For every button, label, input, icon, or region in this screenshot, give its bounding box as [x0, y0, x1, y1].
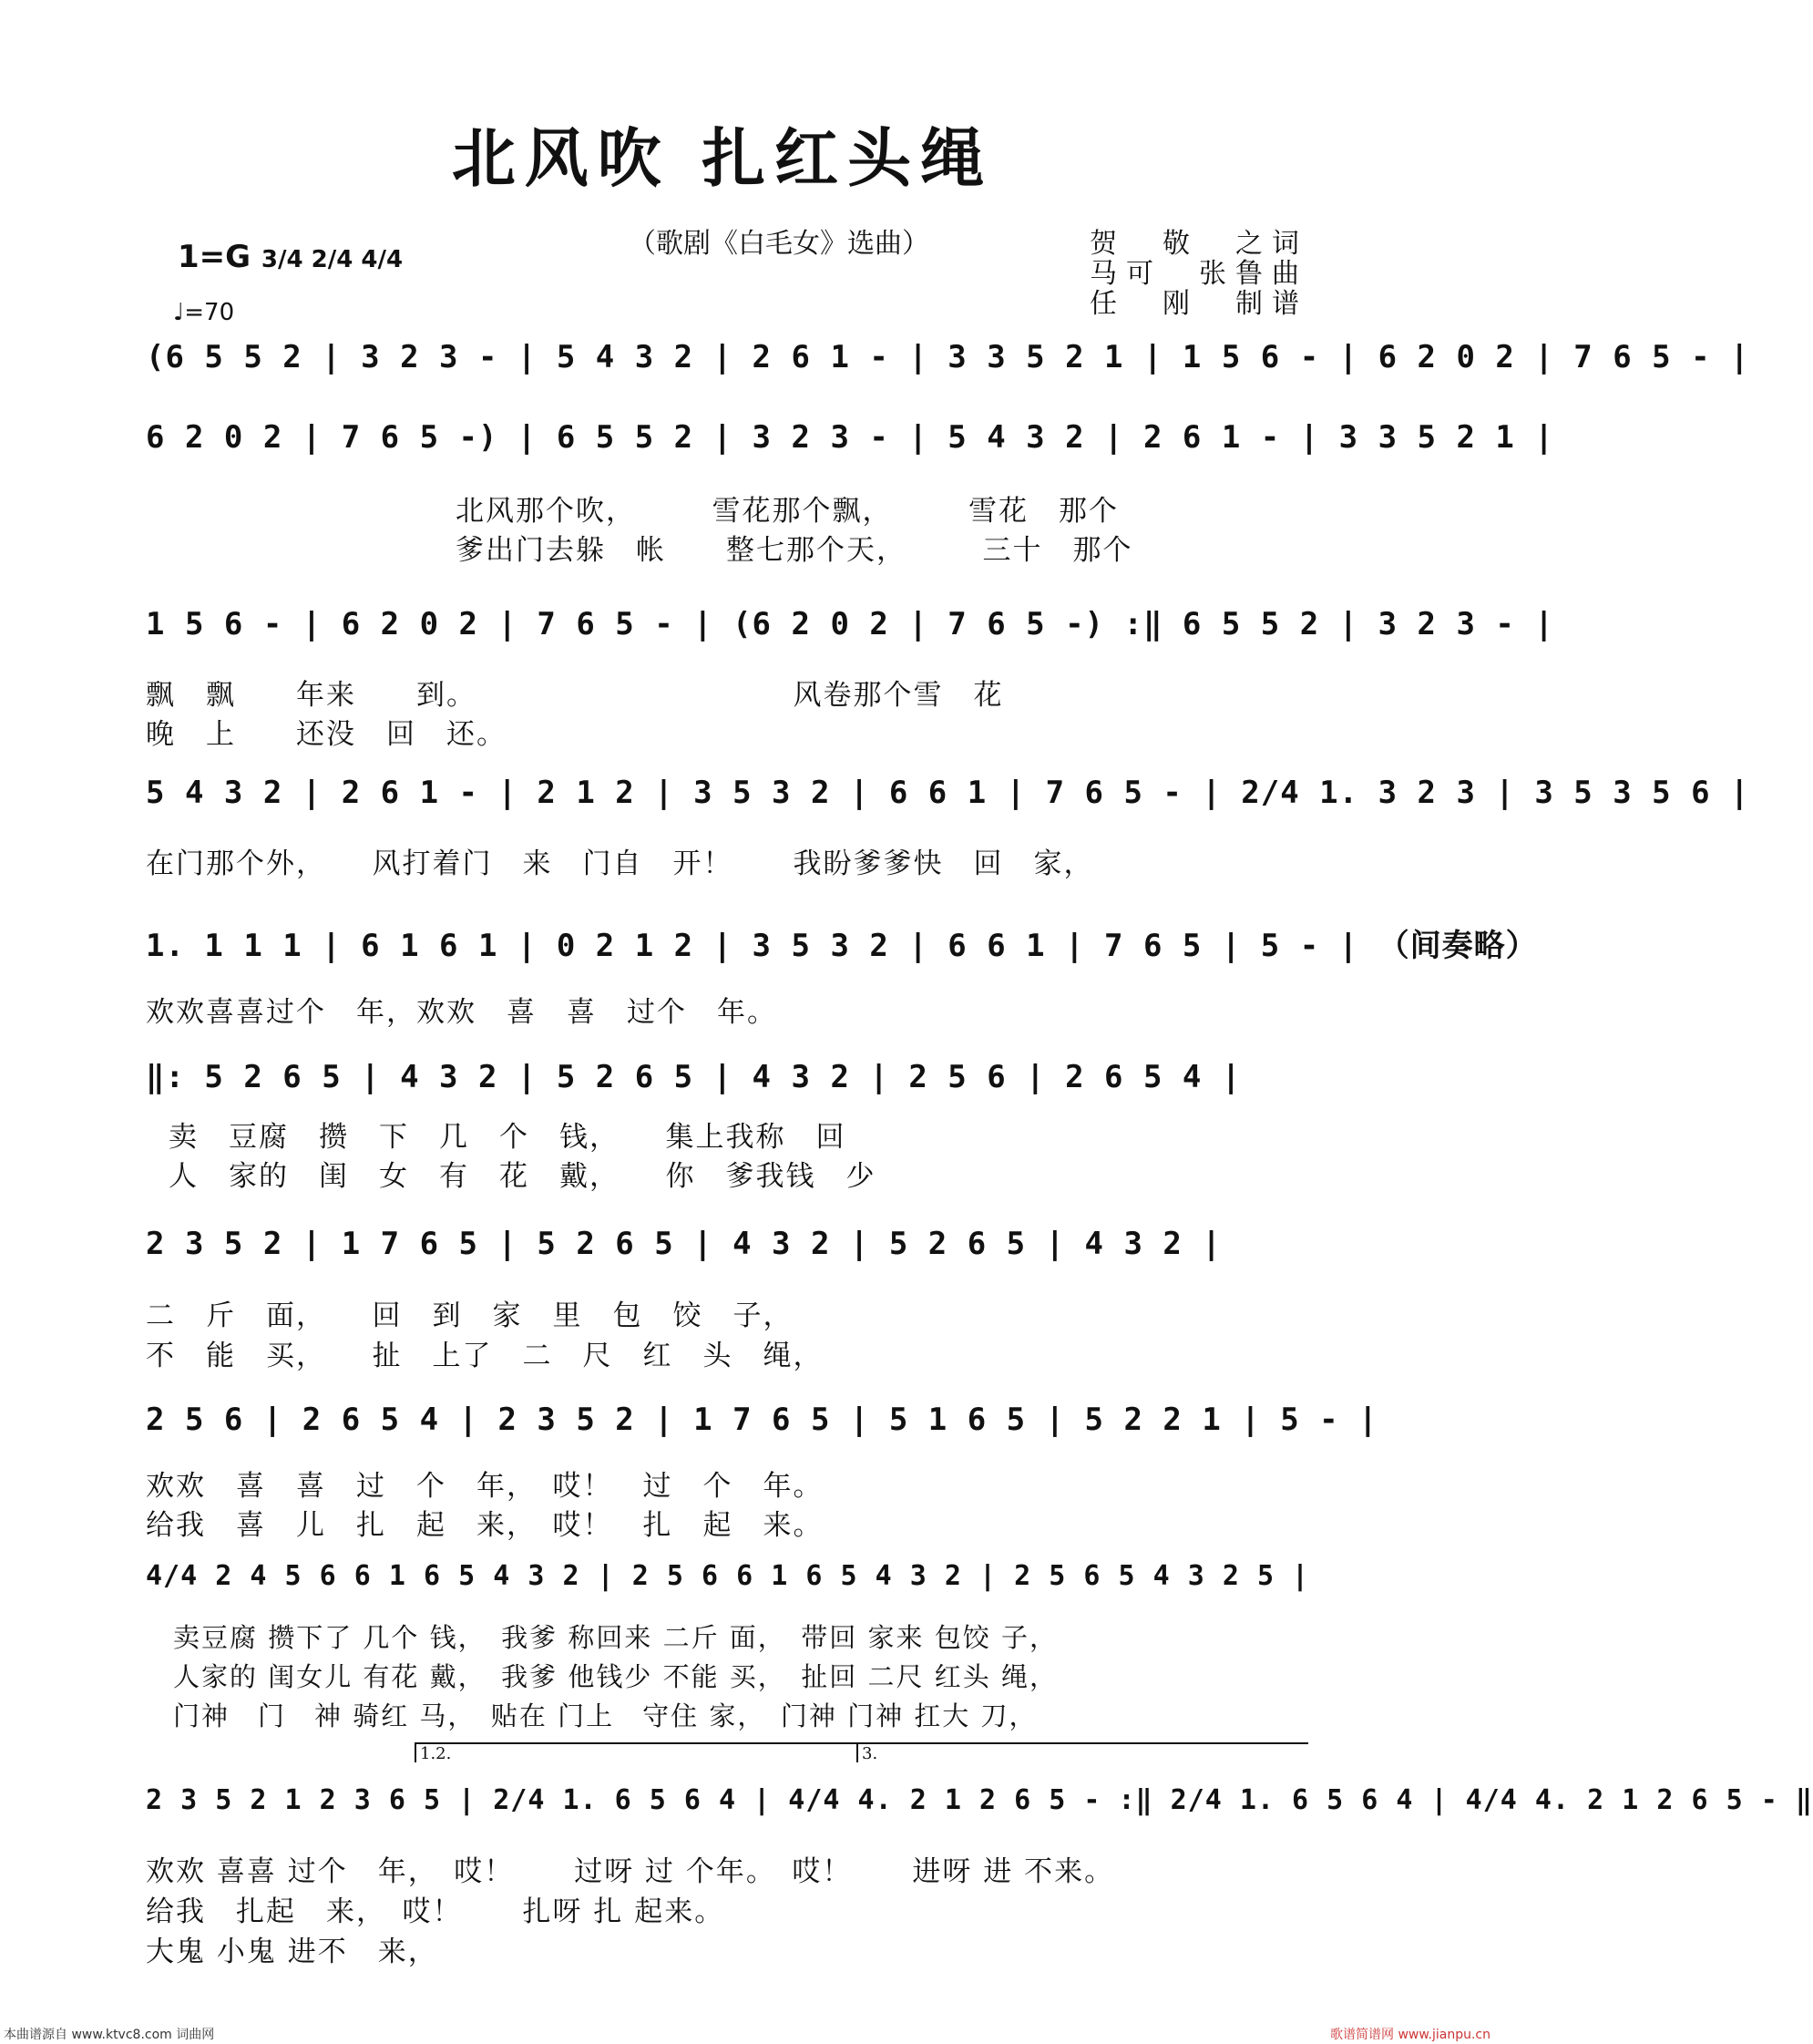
volta-second-ending: 3.	[856, 1742, 1308, 1762]
credit-lyricist: 贺 敬 之词	[1090, 228, 1308, 260]
lyrics-line: 在门那个外， 风打着门 来 门自 开！ 我盼爹爹快 回 家，	[146, 847, 1094, 880]
lyrics-line: 大鬼 小鬼 进不 来，	[146, 1936, 438, 1968]
score-system-1: (6 5 5 2 | 3 2 3 - | 5 4 3 2 | 2 6 1 - | 3 3 5 2 1 | 1 5 6 - | 6 2 0 2 | 7 6 5 - |	[146, 339, 1750, 375]
score-system-7: 2 3 5 2 | 1 7 6 5 | 5 2 6 5 | 4 3 2 | 5 2 6 5 | 4 3 2 |	[146, 1226, 1222, 1262]
lyrics-line: 爹出门去躲 帐 整七那个天， 三十 那个	[456, 534, 1133, 567]
subtitle: （歌剧《白毛女》选曲）	[629, 228, 929, 260]
score-system-6: ‖: 5 2 6 5 | 4 3 2 | 5 2 6 5 | 4 3 2 | 2 5 6 | 2 6 5 4 |	[146, 1059, 1242, 1095]
lyrics-line: 飘 飘 年来 到。 风卷那个雪 花	[146, 679, 1004, 712]
credit-composer: 马可 张鲁曲	[1090, 258, 1308, 290]
lyrics-line: 欢欢 喜喜 过个 年， 哎！ 过呀 过 个年。 哎！ 进呀 进 不来。	[146, 1855, 1115, 1888]
lyrics-line: 给我 扎起 来， 哎！ 扎呀 扎 起来。	[146, 1895, 725, 1928]
tempo-marking: ♩=70	[173, 299, 235, 326]
page-title: 北风吹 扎红头绳	[451, 120, 994, 196]
score-system-8: 2 5 6 | 2 6 5 4 | 2 3 5 2 | 1 7 6 5 | 5 1 6 5 | 5 2 2 1 | 5 - |	[146, 1402, 1378, 1438]
lyrics-line: 不 能 买， 扯 上了 二 尺 红 头 绳，	[146, 1340, 824, 1372]
lyrics-line: 人 家的 闺 女 有 花 戴， 你 爹我钱 少	[169, 1160, 876, 1193]
footer-source: 本曲谱源自 www.ktvc8.com 词曲网	[4, 2028, 215, 2042]
lyrics-line: 给我 喜 儿 扎 起 来， 哎！ 扎 起 来。	[146, 1509, 824, 1542]
score-system-4: 5 4 3 2 | 2 6 1 - | 2 1 2 | 3 5 3 2 | 6 6 1 | 7 6 5 - | 2/4 1. 3 2 3 | 3 5 3 5 6 |	[146, 775, 1750, 811]
credit-transcriber: 任 刚 制谱	[1090, 288, 1308, 320]
time-signatures: 3/4 2/4 4/4	[261, 246, 404, 273]
volta-first-ending: 1.2.	[415, 1742, 857, 1762]
lyrics-line: 人家的 闺女儿 有花 戴， 我爹 他钱少 不能 买， 扯回 二尺 红头 绳，	[173, 1661, 1058, 1692]
key-signature: 1=G 3/4 2/4 4/4	[178, 239, 404, 275]
score-system-2: 6 2 0 2 | 7 6 5 -) | 6 5 5 2 | 3 2 3 - | 5 4 3 2 | 2 6 1 - | 3 3 5 2 1 |	[146, 419, 1554, 456]
score-system-9: 4/4 2 4 5 6 6 1 6 5 4 3 2 | 2 5 6 6 1 6 5 4 3 2 | 2 5 6 5 4 3 2 5 |	[146, 1560, 1310, 1592]
lyrics-line: 北风那个吹， 雪花那个飘， 雪花 那个	[456, 495, 1119, 528]
lyrics-line: 二 斤 面， 回 到 家 里 包 饺 子，	[146, 1299, 794, 1332]
score-system-10: 2 3 5 2 1 2 3 6 5 | 2/4 1. 6 5 6 4 | 4/4 4. 2 1 2 6 5 - :‖ 2/4 1. 6 5 6 4 | 4/4 4. 2 1 2 6 5 - ‖	[146, 1784, 1813, 1816]
lyrics-line: 卖豆腐 攒下了 几个 钱， 我爹 称回来 二斤 面， 带回 家来 包饺 子，	[173, 1622, 1058, 1653]
lyrics-line: 欢欢 喜 喜 过 个 年， 哎！ 过 个 年。	[146, 1470, 824, 1503]
score-system-5: 1. 1 1 1 | 6 1 6 1 | 0 2 1 2 | 3 5 3 2 | 6 6 1 | 7 6 5 | 5 - | （间奏略）	[146, 928, 1538, 964]
footer-watermark: 歌谱简谱网 www.jianpu.cn	[1330, 2028, 1490, 2042]
lyrics-line: 卖 豆腐 攒 下 几 个 钱， 集上我称 回	[169, 1121, 846, 1154]
lyrics-line: 晚 上 还没 回 还。	[146, 718, 507, 751]
lyrics-line: 门神 门 神 骑红 马， 贴在 门上 守住 家， 门神 门神 扛大 刀，	[173, 1700, 1038, 1731]
lyrics-line: 欢欢喜喜过个 年，欢欢 喜 喜 过个 年。	[146, 996, 777, 1029]
score-system-3: 1 5 6 - | 6 2 0 2 | 7 6 5 - | (6 2 0 2 | 7 6 5 -) :‖ 6 5 5 2 | 3 2 3 - |	[146, 606, 1554, 642]
